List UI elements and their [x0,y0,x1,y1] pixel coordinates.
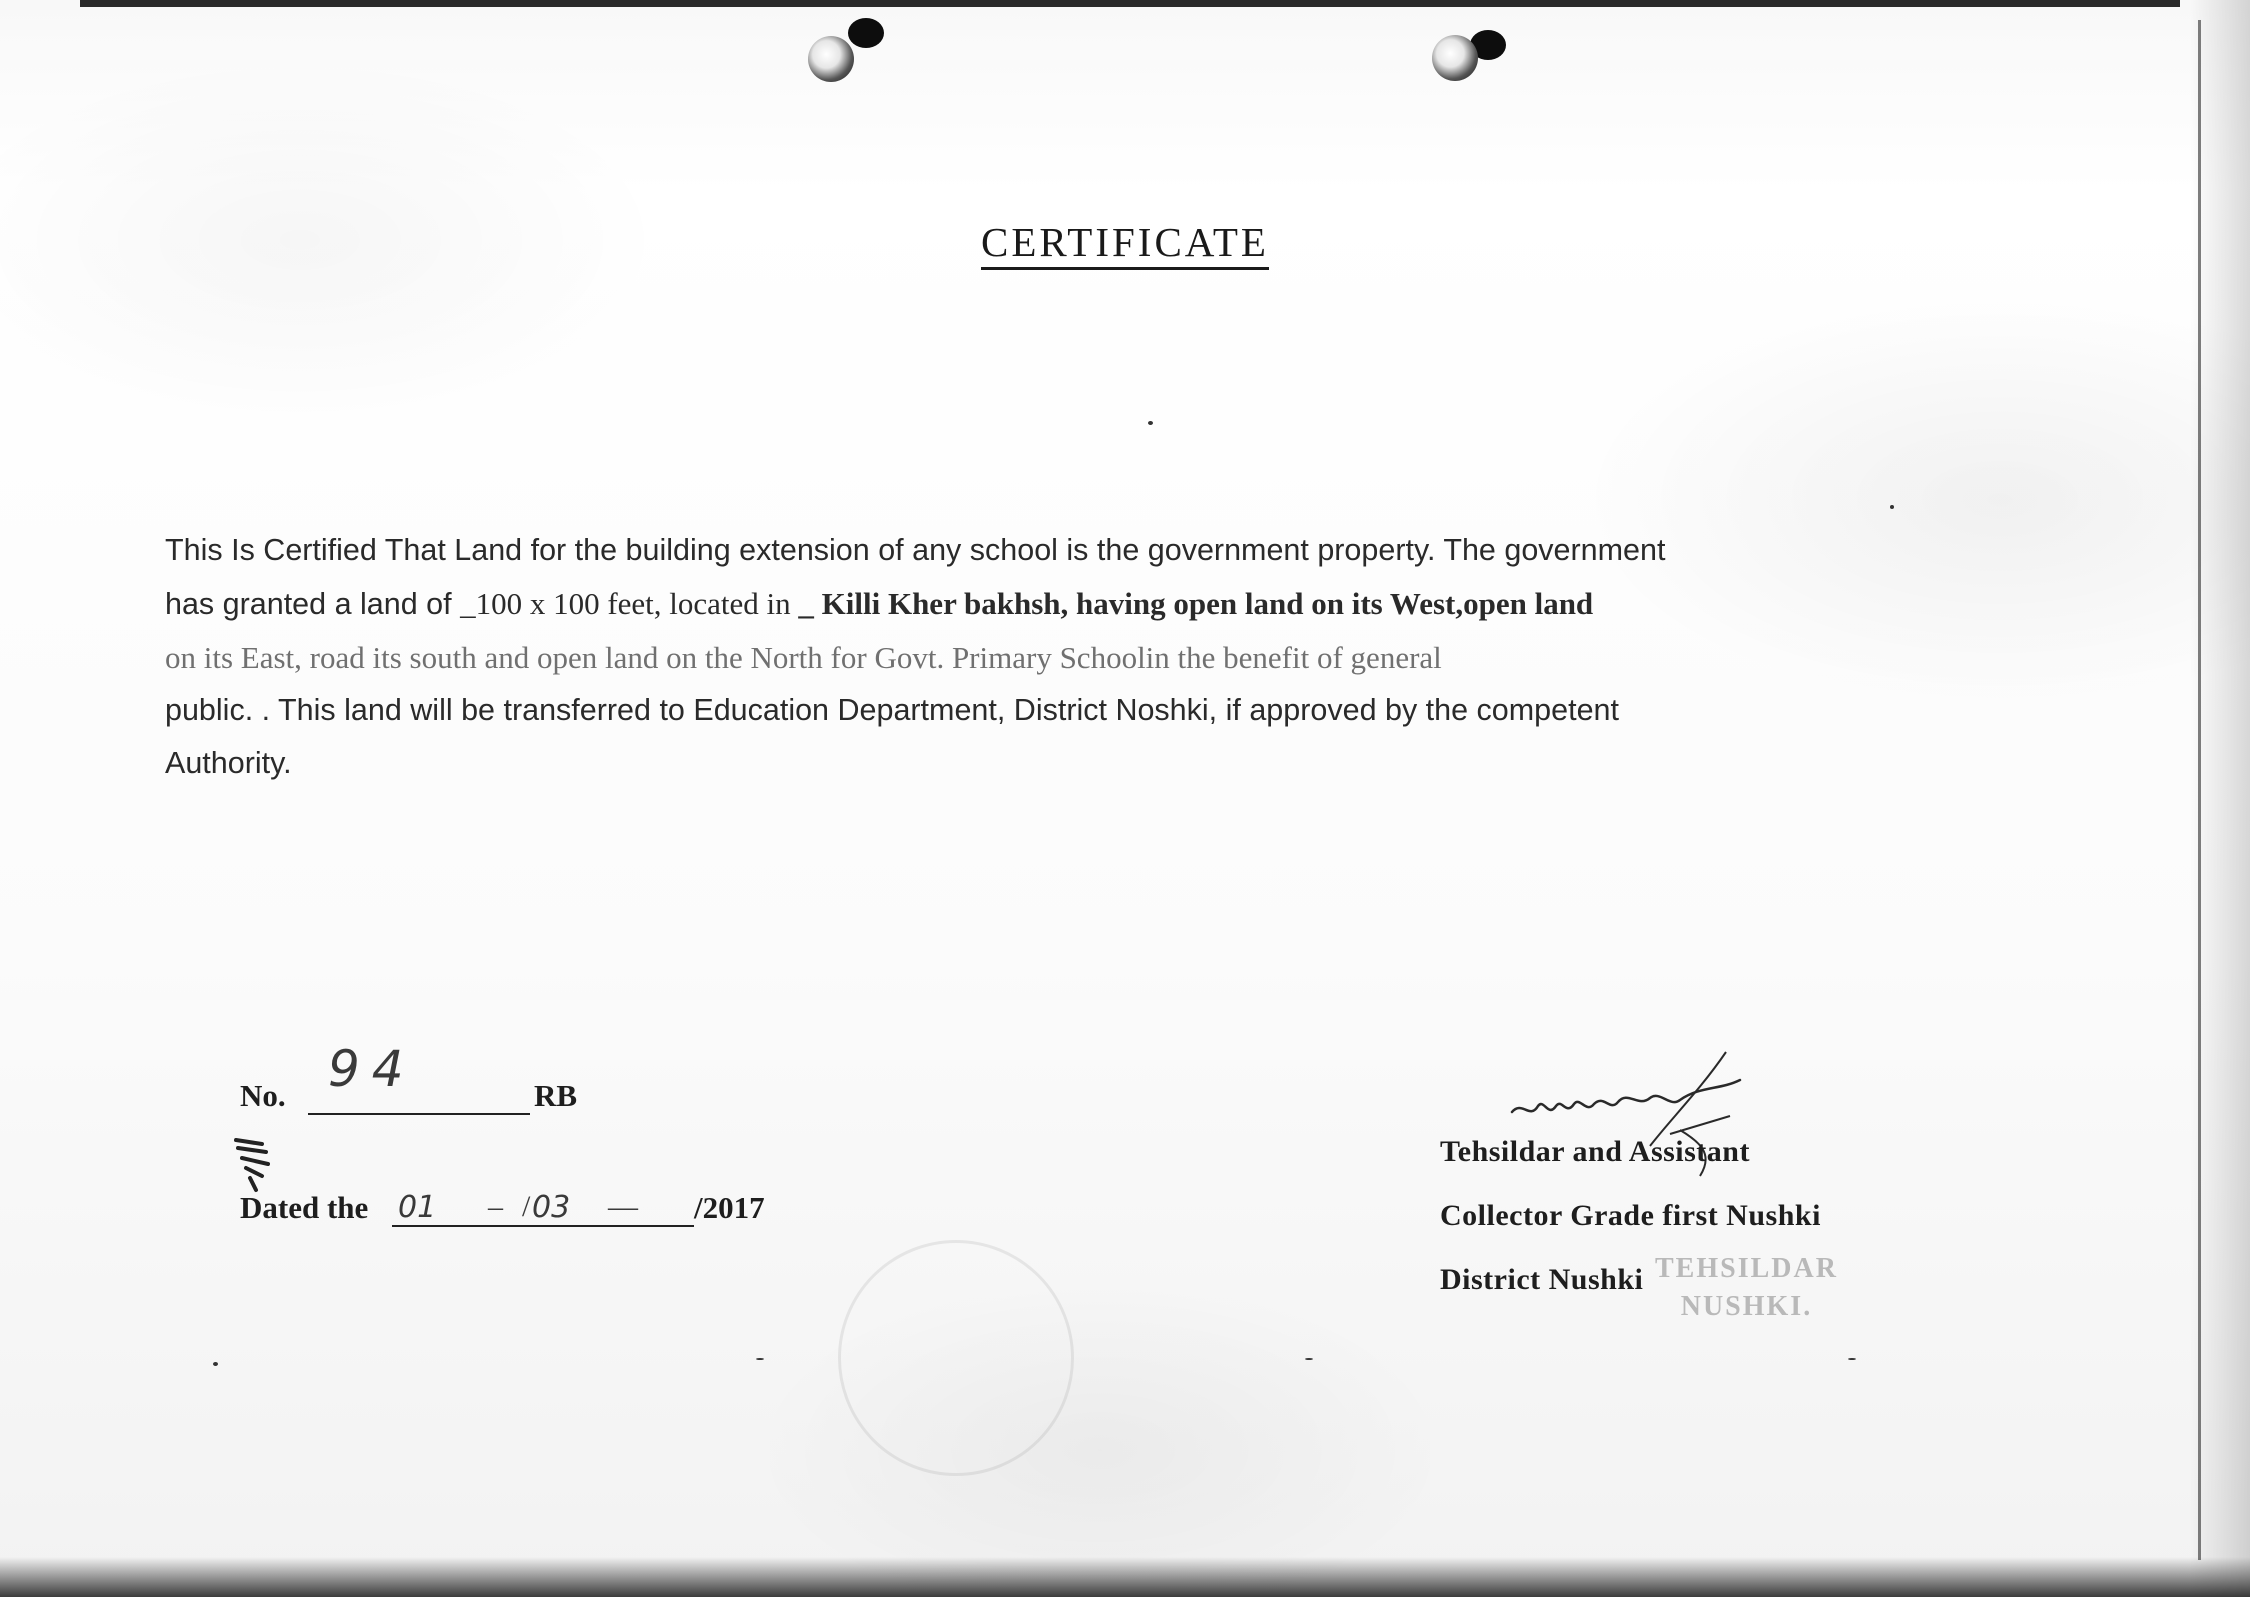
body-line [165,577,2065,631]
no-underline [308,1113,530,1115]
signatory-title: Tehsildar and Assistant [1440,1135,1750,1168]
reference-number: 94 [328,1040,416,1098]
pin-icon [808,36,854,82]
body-line: Authority. [165,746,292,780]
scan-top-edge [80,0,2180,7]
pin-icon [1432,35,1478,81]
signatory-designation: Collector Grade first Nushki [1440,1199,1821,1232]
body-line-part: has granted a land of [165,587,461,621]
land-location: _ Killi Kher bakhsh, having open land on its West,open land [798,586,1594,621]
reference-suffix: RB [534,1078,578,1113]
body-line: This Is Certified That Land for the building extension of any school is the government property. The government [165,533,1666,567]
certificate-body [165,524,2065,790]
document-title [0,218,2250,266]
speck [1305,1358,1313,1360]
stamp-line: TEHSILDAR [1655,1253,1838,1284]
speck [1890,505,1894,509]
date-separator: – [488,1190,503,1223]
date-day: 01 [398,1190,437,1225]
date-separator: / [522,1190,531,1223]
pin-shadow-left [848,18,884,48]
date-separator: — [608,1190,638,1223]
speck [1848,1358,1856,1360]
signatory-district: District Nushki [1440,1263,1644,1296]
speck [756,1358,764,1360]
date-year: /2017 [694,1190,765,1225]
no-label: No. [240,1078,286,1113]
land-size: _100 x 100 feet, located in [460,586,799,621]
body-line: on its East, road its south and open land on the North for Govt. Primary Schoolin the benefit of general [165,640,1442,675]
stamp-line: NUSHKI. [1680,1291,1813,1322]
faded-stamp [1655,1250,1838,1326]
title-text: CERTIFICATE [981,219,1269,270]
dated-label: Dated the [240,1190,369,1225]
faint-seal [838,1240,1074,1476]
speck [1148,421,1153,425]
speck [213,1362,218,1366]
body-line: public. . This land will be transferred to Education Department, District Noshki, if approved by the competent [165,693,1619,727]
date-month: 03 [532,1190,571,1225]
date-underline [392,1225,694,1227]
scan-bottom-edge [0,1557,2250,1597]
